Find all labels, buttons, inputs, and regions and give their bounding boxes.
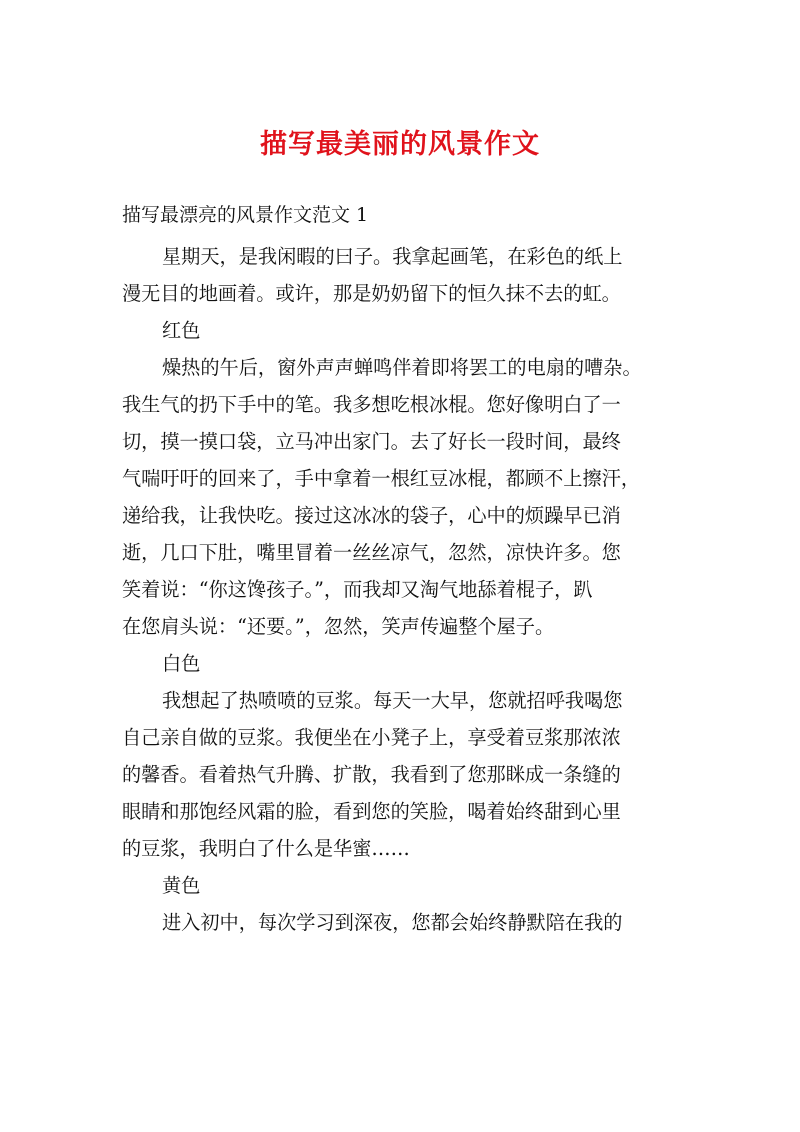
text-line: 笑着说：“你这馋孩子。”，而我却又淘气地舔着棍子，趴 xyxy=(122,578,593,601)
text-line: 切，摸一摸口袋，立马冲出家门。去了好长一段时间，最终 xyxy=(122,430,621,453)
text-line: 燥热的午后，窗外声声蝉鸣伴着即将罢工的电扇的嘈杂。 xyxy=(162,356,642,379)
text-line: 递给我，让我快吃。接过这冰冰的袋子，心中的烦躁早已消 xyxy=(122,504,621,527)
text-line: 逝，几口下肚，嘴里冒着一丝丝凉气，忽然，凉快许多。您 xyxy=(122,541,621,564)
text-line: 我想起了热喷喷的豆浆。每天一大早，您就招呼我喝您 xyxy=(162,689,623,712)
text-line: 黄色 xyxy=(162,874,201,897)
text-line: 的豆浆，我明白了什么是华蜜…… xyxy=(122,837,410,860)
document-subtitle: 描写最漂亮的风景作文范文 1 xyxy=(122,204,369,226)
text-line: 气喘吁吁的回来了，手中拿着一根红豆冰棍，都顾不上擦汗， xyxy=(122,467,641,490)
text-line: 红色 xyxy=(162,319,201,342)
text-line: 星期天，是我闲暇的曰子。我拿起画笔，在彩色的纸上 xyxy=(162,245,623,268)
text-line: 我生气的扔下手中的笔。我多想吃根冰棍。您好像明白了一 xyxy=(122,393,621,416)
text-line: 白色 xyxy=(162,652,201,675)
text-line: 自己亲自做的豆浆。我便坐在小凳子上，享受着豆浆那浓浓 xyxy=(122,726,621,749)
text-line: 进入初中，每次学习到深夜，您都会始终静默陪在我的 xyxy=(162,911,623,934)
text-line: 的馨香。看着热气升腾、扩散，我看到了您那眯成一条缝的 xyxy=(122,763,621,786)
document-title: 描写最美丽的风景作文 xyxy=(260,129,540,160)
text-line: 在您肩头说：“还要。”，忽然，笑声传遍整个屋子。 xyxy=(122,615,555,638)
document-body xyxy=(122,238,682,941)
text-line: 眼睛和那饱经风霜的脸，看到您的笑脸，喝着始终甜到心里 xyxy=(122,800,621,823)
text-line: 漫无目的地画着。或许，那是奶奶留下的恒久抹不去的虹。 xyxy=(122,282,621,305)
